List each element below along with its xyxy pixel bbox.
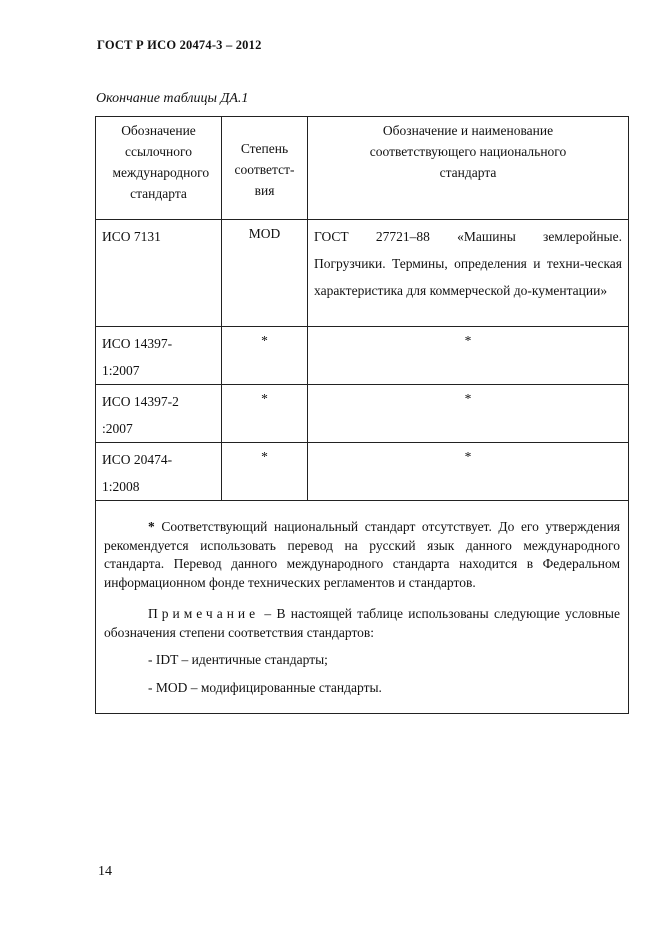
- column-header-national: [308, 117, 629, 220]
- list-item: - MOD – модифицированные стандарты.: [148, 679, 382, 695]
- notes-row: [96, 501, 629, 714]
- table-row: [96, 220, 629, 327]
- column-header-ref: [96, 117, 222, 220]
- column-header-degree: [222, 117, 308, 220]
- national-cell: ГОСТ 27721–88 «Машины землеройные. Погрузчики. Термины, определения и техни-ческая характеристика для коммерческой до-кументации»: [308, 220, 629, 327]
- national-cell: *: [308, 385, 629, 443]
- national-cell: *: [308, 327, 629, 385]
- table-row: [96, 443, 629, 501]
- note: [104, 605, 620, 642]
- column-header-national-text: Обозначение и наименование соответствующего национального стандарта: [369, 123, 567, 180]
- correspondence-table: [95, 116, 629, 714]
- degree-cell: *: [222, 443, 308, 501]
- list-item: - IDT – идентичные стандарты;: [148, 652, 328, 667]
- ref-cell: [96, 385, 222, 443]
- column-header-ref-text: Обозначение ссылочного международного стандарта: [112, 123, 210, 201]
- national-cell: *: [308, 443, 629, 501]
- ref-cell-text: ИСО 14397-2 :2007: [102, 394, 179, 436]
- footnote-text: Соответствующий национальный стандарт отсутствует. До его утверждения рекомендуется использовать перевод на русский язык данного международного стандарта. Перевод данного международного стандарта находится в Федеральном информационном фонде технических регламентов и стандартов.: [104, 519, 620, 590]
- table-row: [96, 327, 629, 385]
- table-caption: Окончание таблицы ДА.1: [96, 91, 249, 106]
- note-text: – В настоящей таблице использованы следующие условные обозначения степени соответствия стандартов:: [104, 606, 620, 640]
- ref-cell: [96, 443, 222, 501]
- footnote-mark: *: [148, 519, 155, 534]
- column-header-degree-text: Степень соответст-вия: [234, 141, 295, 198]
- ref-cell: ИСО 7131: [96, 220, 222, 327]
- footnote: [104, 518, 620, 592]
- table-row: [96, 385, 629, 443]
- document-header: ГОСТ Р ИСО 20474-3 – 2012: [97, 38, 262, 52]
- table-header-row: [96, 117, 629, 220]
- notes-cell: [96, 501, 629, 714]
- degree-cell: MOD: [222, 220, 308, 327]
- page-number: 14: [98, 864, 112, 879]
- degree-cell: *: [222, 385, 308, 443]
- note-label: Примечание: [148, 606, 260, 621]
- ref-cell-text: ИСО 14397-1:2007: [102, 336, 173, 378]
- ref-cell-text: ИСО 20474-1:2008: [102, 452, 173, 494]
- degree-cell: *: [222, 327, 308, 385]
- ref-cell: [96, 327, 222, 385]
